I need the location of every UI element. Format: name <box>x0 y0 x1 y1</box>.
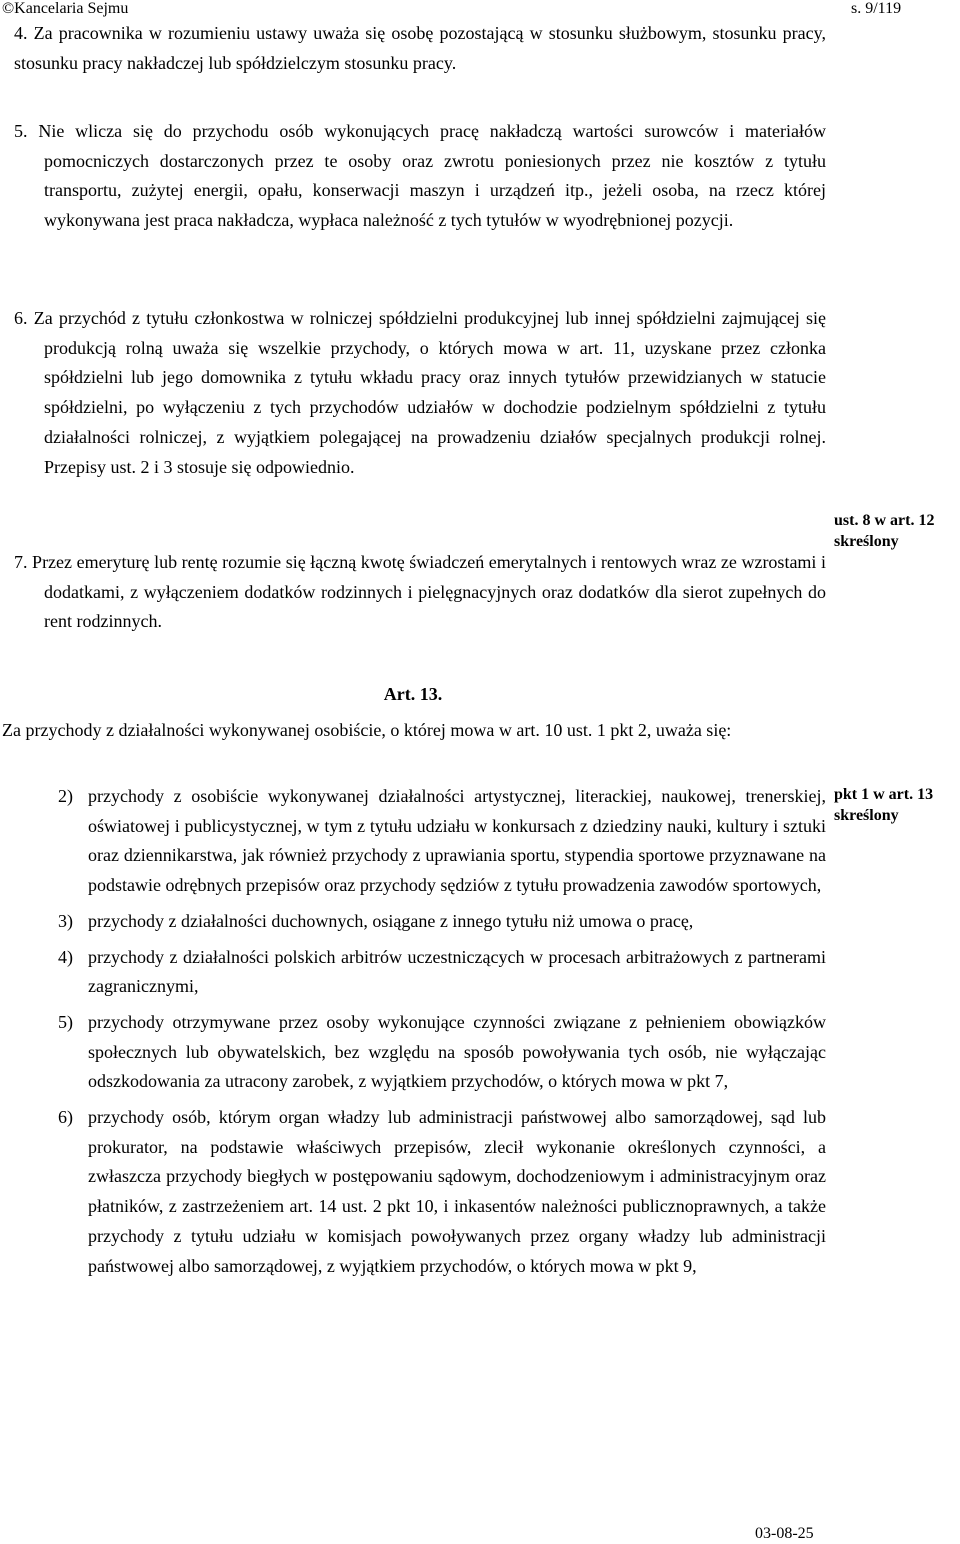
margin-note-2-ref: pkt 1 w art. 13 <box>834 786 934 803</box>
margin-note-2-status: skreślony <box>834 807 899 824</box>
margin-note-1-status: skreślony <box>834 533 899 550</box>
article-title: Art. 13. <box>383 684 443 704</box>
list-item <box>58 782 826 901</box>
paragraph-6: 6. Za przychód z tytułu członkostwa w rolniczej spółdzielni produkcyjnej lub innej spółdzielni zajmującej się produkcją rolną uważa się wszelkie przychody, o których mowa w art. 11, uzyskane przez członka spółdzielni lub jego domownika z tytułu wkładu pracy oraz innych tytułów przewidzianych w statucie spółdzielni, po wyłączeniu z tych przychodów udziałów w dochodzie podzielnym spółdzielni z tytułu działalności rolniczej, z wyjątkiem polegającej na prowadzeniu działów specjalnych produkcji rolnej. Przepisy ust. 2 i 3 stosuje się odpowiednio. <box>14 308 826 477</box>
article-intro: Za przychody z działalności wykonywanej osobiście, o której mowa w art. 10 ust. 1 pkt 2, uważa się: <box>2 720 732 740</box>
header-page-number: s. 9/119 <box>851 0 902 17</box>
footer-date: 03-08-25 <box>755 1525 814 1542</box>
list-item <box>58 1103 826 1281</box>
item-text: przychody otrzymywane przez osoby wykonujące czynności związane z pełnieniem obowiązków społecznych lub obywatelskich, bez względu na sposób powoływania tych osób, nie wyłączając odszkodowania za utracony zarobek, z wyjątkiem przychodów, o których mowa w pkt 7, <box>88 1011 826 1092</box>
item-number: 6) <box>58 1107 73 1128</box>
paragraph-5: 5. Nie wlicza się do przychodu osób wykonujących pracę nakładczą wartości surowców i materiałów pomocniczych dostarczonych przez te osoby oraz zwrotu poniesionych przez nie kosztów z tytułu transportu, zużytej energii, opału, konserwacji maszyn i urządzeń itp., jeżeli osoba, na rzecz której wykonywana jest praca nakładcza, wypłaca należność z tych tytułów w wyodrębnionej pozycji. <box>14 121 826 231</box>
item-text: przychody osób, którym organ władzy lub administracji państwowej albo samorządowej, sąd lub prokurator, na podstawie właściwych przepisów, zlecił wykonanie określonych czynności, a zwłaszcza przychody biegłych w postępowaniu sądowym, dochodzeniowym i administracyjnym oraz płatników, z zastrzeżeniem art. 14 ust. 2 pkt 10, i inkasentów należności publicznoprawnych, a także przychody z tytułu udziału w komisjach powoływanych przez organy władzy lub administracji państwowej albo samorządowej, z wyjątkiem przychodów, o których mowa w pkt 9, <box>88 1107 826 1276</box>
item-number: 4) <box>58 946 73 967</box>
paragraph-7: 7. Przez emeryturę lub rentę rozumie się łączną kwotę świadczeń emerytalnych i rentowych wraz ze wzrostami i dodatkami, z wyłączeniem dodatków rodzinnych i pielęgnacyjnych oraz dodatków dla sierot zupełnych do rent rodzinnych. <box>14 552 826 632</box>
margin-note-1-ref: ust. 8 w art. 12 <box>834 512 935 529</box>
item-text: przychody z osobiście wykonywanej działalności artystycznej, literackiej, naukowej, trenerskiej, oświatowej i publicystycznej, w tym z tytułu udziału w konkursach z dziedziny nauki, kultury i sztuki oraz dziennikarstwa, jak również przychody z uprawiania sportu, stypendia sportowe przyznawane na podstawie odrębnych przepisów oraz przychody sędziów z tytułu prowadzenia zawodów sportowych, <box>88 786 826 896</box>
paragraph-4: 4. Za pracownika w rozumieniu ustawy uważa się osobę pozostającą w stosunku służbowym, stosunku pracy, stosunku pracy nakładczej lub spółdzielczym stosunku pracy. <box>14 23 826 73</box>
item-number: 2) <box>58 786 73 806</box>
list-item <box>58 943 826 1002</box>
article-item-list <box>58 782 826 1287</box>
item-number: 5) <box>58 1011 73 1032</box>
list-item <box>58 907 826 937</box>
item-number: 3) <box>58 910 73 931</box>
item-text: przychody z działalności polskich arbitrów uczestniczących w procesach arbitrażowych z partnerami zagranicznymi, <box>88 946 826 997</box>
list-item <box>58 1008 826 1097</box>
item-text: przychody z działalności duchownych, osiągane z innego tytułu niż umowa o pracę, <box>88 910 694 931</box>
margin-note-1 <box>834 510 960 552</box>
header-source: ©Kancelaria Sejmu <box>2 0 129 17</box>
margin-note-2 <box>834 784 960 826</box>
